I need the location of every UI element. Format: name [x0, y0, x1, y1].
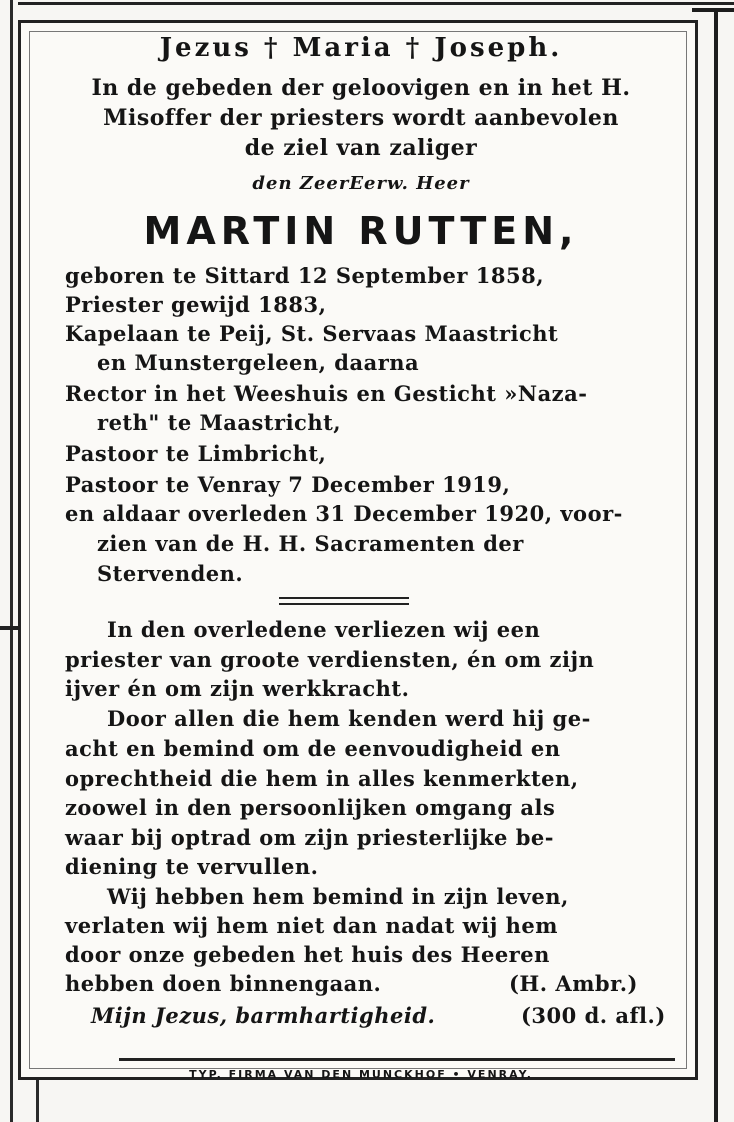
footer-rule — [119, 1058, 675, 1061]
eulogy-line-2: priester van groote verdiensten, én om zijn — [65, 647, 595, 672]
eulogy-line-13: hebben doen binnengaan. — [65, 971, 382, 996]
eulogy-line-9: diening te vervullen. — [65, 854, 319, 879]
outer-border-left-lower — [36, 1080, 39, 1122]
intro-line-1: In de gebeden der geloovigen en in het H. — [91, 75, 631, 101]
bio-line-7: Pastoor te Limbricht, — [65, 441, 327, 466]
intro-line-2: Misoffer der priesters wordt aanbevolen — [103, 105, 619, 131]
outer-border-left — [10, 0, 13, 1122]
bio-line-11: Stervenden. — [97, 561, 244, 586]
outer-border-right-top — [692, 8, 734, 12]
bio-line-10: zien van de H. H. Sacramenten der — [97, 531, 524, 556]
eulogy-line-3: ijver én om zijn werkkracht. — [65, 676, 410, 701]
printer-imprint: TYP. FIRMA VAN DEN MUNCKHOF • VENRAY. — [189, 1068, 533, 1081]
outer-border-top — [18, 2, 734, 5]
bio-line-2: Priester gewijd 1883, — [65, 292, 327, 317]
bio-line-1: geboren te Sittard 12 September 1858, — [65, 263, 545, 288]
header-invocation: Jezus † Maria † Joseph. — [159, 33, 563, 63]
eulogy-line-10: Wij hebben hem bemind in zijn leven, — [107, 884, 569, 909]
eulogy-line-11: verlaten wij hem niet dan nadat wij hem — [65, 913, 558, 938]
prayer-indulgence: (300 d. afl.) — [521, 1003, 666, 1028]
intro-line-3: de ziel van zaliger — [244, 135, 478, 161]
eulogy-attribution: (H. Ambr.) — [509, 971, 638, 996]
bio-line-6: reth" te Maastricht, — [97, 410, 342, 435]
eulogy-line-5: acht en bemind om de eenvoudigheid en — [65, 736, 561, 761]
eulogy-line-1: In den overledene verliezen wij een — [107, 617, 541, 642]
eulogy-line-6: oprechtheid die hem in alles kenmerkten, — [65, 766, 579, 791]
prayer-text: Mijn Jezus, barmhartigheid. — [91, 1003, 436, 1028]
bio-line-5: Rector in het Weeshuis en Gesticht »Naza- — [65, 381, 588, 406]
eulogy-line-4: Door allen die hem kenden werd hij ge- — [107, 706, 591, 731]
honorific: den ZeerEerw. Heer — [252, 173, 470, 194]
deceased-name: MARTIN RUTTEN, — [143, 209, 579, 253]
memorial-card — [18, 20, 698, 1080]
bio-line-8: Pastoor te Venray 7 December 1919, — [65, 472, 511, 497]
eulogy-line-12: door onze gebeden het huis des Heeren — [65, 942, 550, 967]
eulogy-line-7: zoowel in den persoonlijken omgang als — [65, 795, 556, 820]
outer-border-right — [714, 8, 718, 1122]
bio-line-4: en Munstergeleen, daarna — [97, 350, 420, 375]
divider-rule-2 — [279, 603, 409, 605]
bio-line-9: en aldaar overleden 31 December 1920, voor- — [65, 501, 623, 526]
divider-rule-1 — [279, 597, 409, 599]
eulogy-line-8: waar bij optrad om zijn priesterlijke be- — [65, 825, 554, 850]
bio-line-3: Kapelaan te Peij, St. Servaas Maastricht — [65, 321, 559, 346]
